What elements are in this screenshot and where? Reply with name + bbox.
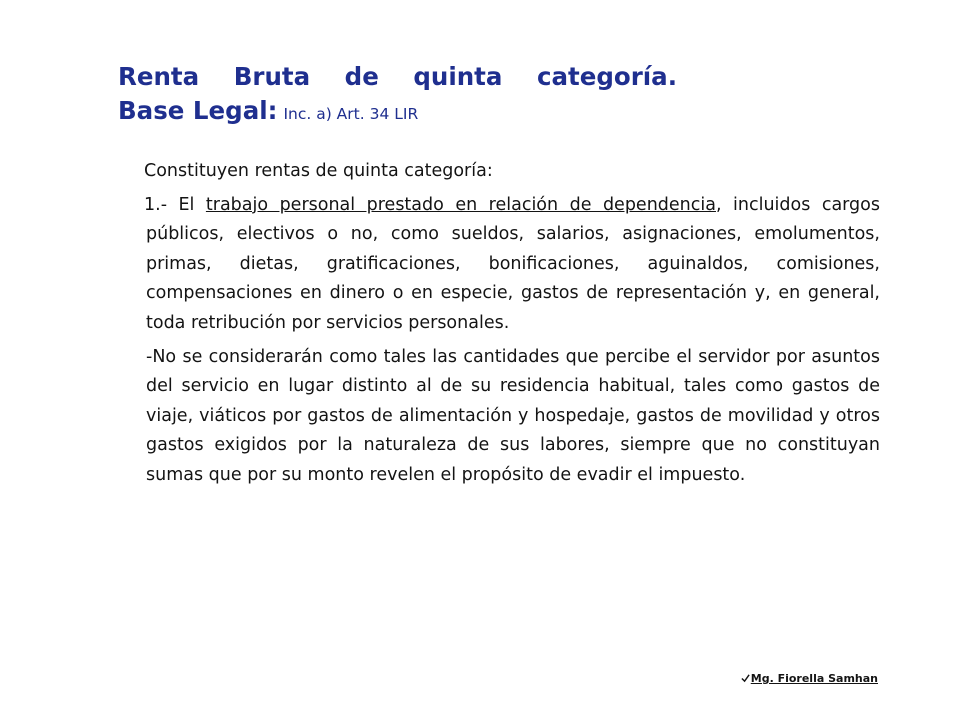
title-legal-base	[118, 94, 858, 131]
legal-base-reference: Inc. a) Art. 34 LIR	[283, 105, 419, 123]
slide-title	[118, 60, 858, 131]
checkmark-icon	[741, 673, 750, 683]
title-heading: Renta Bruta de quinta categoría.	[118, 62, 678, 91]
author-signature	[741, 672, 878, 685]
item-1-underlined-text: trabajo personal prestado en relación de dependencia	[205, 194, 716, 215]
intro-text: Constituyen rentas de quinta categoría:	[144, 161, 493, 181]
paragraph-item-1	[144, 191, 880, 339]
author-name: Mg. Fiorella Samhan	[750, 672, 878, 685]
paragraph-item-2: -No se considerarán como tales las cantidades que percibe el servidor por asuntos del servicio en lugar distinto al de su residencia habitual, tales como gastos de viaje, viáticos por gastos de alimentación y hospedaje, gastos de movilidad y otros gastos exigidos por la naturaleza de sus labores, siempre que no constituyan sumas que por su monto revelen el propósito de evadir el impuesto.	[146, 346, 880, 485]
item-1-rest-text: , incluidos cargos públicos, electivos o no, como sueldos, salarios, asignaciones, emolumentos, primas, dietas, gratificaciones, bonificaciones, aguinaldos, comisiones, compensaciones en dinero o en especie, gastos de representación y, en general, toda retribución por servicios personales.	[146, 194, 880, 333]
legal-base-label: Base Legal:	[118, 96, 278, 125]
body-content	[144, 157, 880, 495]
item-1-prefix: 1.- El	[144, 194, 206, 215]
